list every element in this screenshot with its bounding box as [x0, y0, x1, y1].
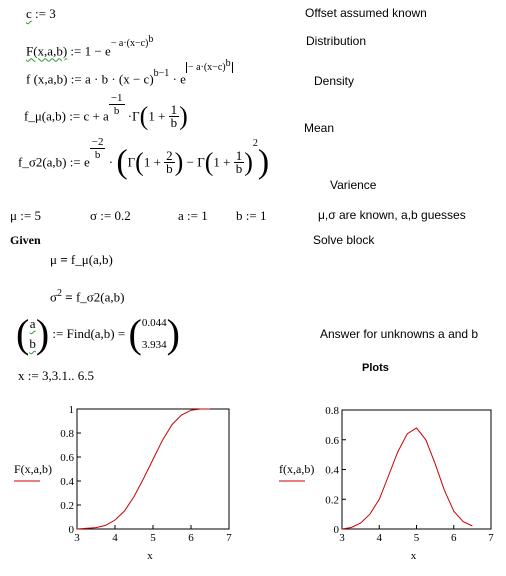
x-tick-label: 7: [226, 532, 232, 544]
f-exponent: − a·(x−c)b: [187, 58, 231, 74]
assign-operator: :=: [70, 43, 82, 59]
note-variance: Varience: [330, 178, 377, 192]
y-tick-label: 0.8: [60, 428, 74, 440]
e-symbol: e: [180, 71, 186, 87]
series-line: [77, 409, 210, 529]
x-tick-label: 5: [150, 532, 156, 544]
note-answer: Answer for unknowns a and b: [320, 327, 479, 341]
x-tick-label: 7: [488, 532, 494, 544]
assign-operator: :=: [69, 154, 81, 170]
guess-mu[interactable]: [10, 208, 41, 224]
c-value: 3: [49, 6, 56, 21]
y-tick-label: 0.6: [325, 434, 339, 447]
gamma1-arg: 1 +: [143, 154, 161, 170]
y-tick-label: 0.4: [325, 464, 339, 477]
gamma-arg: 1 +: [148, 108, 166, 124]
bold-equals: =: [60, 252, 68, 267]
note-mean: Mean: [304, 121, 335, 135]
y-tick-label: 0.8: [325, 405, 339, 417]
bold-equals: =: [65, 289, 73, 305]
y-tick-label: 1: [68, 404, 74, 416]
f-lhs: f (x,a,b): [26, 71, 68, 87]
x-tick-label: 6: [188, 532, 194, 544]
guess-sigma[interactable]: [90, 208, 131, 224]
assign-operator: :=: [27, 368, 39, 383]
y-tick-label: 0.4: [60, 476, 74, 488]
mu-variable: μ: [50, 252, 57, 267]
sigma-variable: σ: [50, 289, 58, 305]
F-exponent-power: b: [148, 34, 154, 45]
guess-a[interactable]: [178, 208, 208, 224]
sigma-variable: σ: [90, 208, 98, 223]
dot-operator: ·: [172, 71, 177, 87]
gamma-symbol: ·Γ: [127, 108, 140, 124]
assign-operator: :=: [69, 108, 81, 124]
assign-operator: :=: [52, 326, 64, 341]
series-line: [342, 428, 472, 529]
gamma2-symbol: Γ: [197, 154, 205, 170]
pdf-plot-svg: [253, 395, 506, 572]
assign-operator: :=: [20, 208, 32, 223]
pdf-plot[interactable]: [253, 395, 506, 572]
F-lhs: F(x,a,b): [26, 43, 68, 59]
F-exponent: − a·(x−c)b: [110, 34, 154, 50]
note-offset: Offset assumed known: [305, 6, 427, 20]
f-definition[interactable]: [26, 58, 233, 88]
mean-call: f_μ(a,b): [70, 252, 113, 267]
sigma-square: 2: [57, 288, 63, 299]
range-value: 3,3.1.. 6.5: [41, 368, 94, 383]
x-tick-label: 6: [451, 532, 457, 544]
b-variable: b: [236, 208, 243, 223]
F-definition[interactable]: [26, 34, 154, 60]
range-definition[interactable]: [18, 368, 94, 384]
mean-definition[interactable]: f_μ(a,b) := c + a $\frac{-1}{b}$ ·Γ(1 + $\frac{1}{b}$ ): [24, 92, 188, 131]
dot-operator: ·: [108, 154, 114, 170]
gamma2-fraction: $\frac{1}{b}$: [235, 148, 243, 176]
f-rhs: a · b · (x − c): [84, 71, 154, 87]
constraint-variance[interactable]: [50, 288, 124, 305]
unknown-vector: $\frac{a}{b}$: [29, 316, 36, 351]
assign-operator: :=: [187, 208, 198, 223]
gamma-arg-fraction: $\frac{1}{b}$: [170, 102, 178, 130]
f-exponent-power: b: [225, 58, 231, 69]
equals-operator: =: [117, 326, 126, 341]
a-variable: a: [178, 208, 184, 223]
note-solve: Solve block: [313, 233, 375, 247]
assign-operator: :=: [245, 208, 257, 223]
given-keyword[interactable]: Given: [10, 233, 41, 247]
variance-exponent-fraction: $\frac{-2}{b}$: [91, 136, 104, 161]
gamma1-fraction: $\frac{2}{b}$: [166, 148, 173, 176]
mean-rhs: c + a: [83, 108, 109, 124]
note-density: Density: [314, 74, 355, 88]
assign-operator: :=: [100, 208, 112, 223]
gamma2-arg: 1 +: [213, 154, 231, 170]
mean-lhs: f_μ(a,b): [24, 108, 66, 124]
variance-call: f_σ2(a,b): [75, 289, 125, 305]
plot-frame: [77, 409, 229, 529]
e-symbol: e: [83, 154, 90, 170]
guess-b[interactable]: [236, 208, 266, 224]
note-distribution: Distribution: [306, 34, 367, 48]
y-tick-label: 0: [68, 524, 74, 536]
x-tick-label: 3: [339, 532, 345, 544]
x-tick-label: 4: [112, 532, 118, 544]
minus-operator: −: [186, 154, 194, 170]
x-axis-label: x: [410, 550, 417, 562]
c-definition[interactable]: [26, 6, 56, 22]
square-power: 2: [252, 138, 258, 150]
F-rhs: 1 − e: [84, 43, 111, 59]
x-tick-label: 5: [413, 532, 420, 544]
find-statement[interactable]: ( $\frac{a}{b}$ ) := Find(a,b) = ( 0.044 3.934 ): [16, 311, 180, 356]
x-tick-label: 3: [74, 532, 80, 544]
y-tick-label: 0.2: [60, 500, 74, 512]
y-axis-label: F(x,a,b): [14, 462, 52, 476]
variance-lhs: f_σ2(a,b): [18, 154, 67, 170]
x-tick-label: 4: [376, 532, 382, 544]
cdf-plot-svg: [0, 395, 253, 572]
constraint-mean[interactable]: [50, 252, 113, 268]
y-tick-label: 0: [333, 524, 339, 536]
note-plots: Plots: [362, 362, 389, 374]
result-vector: 0.044 3.934: [141, 317, 167, 351]
note-guesses: μ,σ are known, a,b guesses: [318, 208, 466, 222]
y-tick-label: 0.6: [60, 452, 74, 464]
gamma1-symbol: Γ: [127, 154, 136, 170]
y-tick-label: 0.2: [325, 494, 339, 507]
b-value: 1: [259, 208, 267, 223]
mu-value: 5: [34, 208, 41, 223]
variance-definition[interactable]: f_σ2(a,b) := e $\frac{-2}{b}$ · (Γ(1 + $\frac{2}{b}$ ) − Γ(1 + $\frac{1}{b}$ )$^2$): [18, 136, 270, 181]
f-power: b−1: [153, 68, 170, 80]
y-axis-label: f(x,a,b): [279, 462, 315, 476]
mean-exponent-fraction: $\frac{-1}{b}$: [110, 92, 123, 117]
assign-operator: :=: [70, 71, 82, 87]
c-variable: c: [26, 6, 32, 21]
x-variable: x: [18, 368, 25, 383]
x-axis-label: x: [147, 550, 153, 562]
a-value: 1: [201, 208, 208, 223]
mu-variable: μ: [10, 208, 17, 223]
find-call: Find(a,b): [66, 326, 115, 341]
sigma-value: 0.2: [114, 208, 131, 223]
cdf-plot[interactable]: [0, 395, 253, 572]
assign-operator: :=: [35, 6, 46, 21]
